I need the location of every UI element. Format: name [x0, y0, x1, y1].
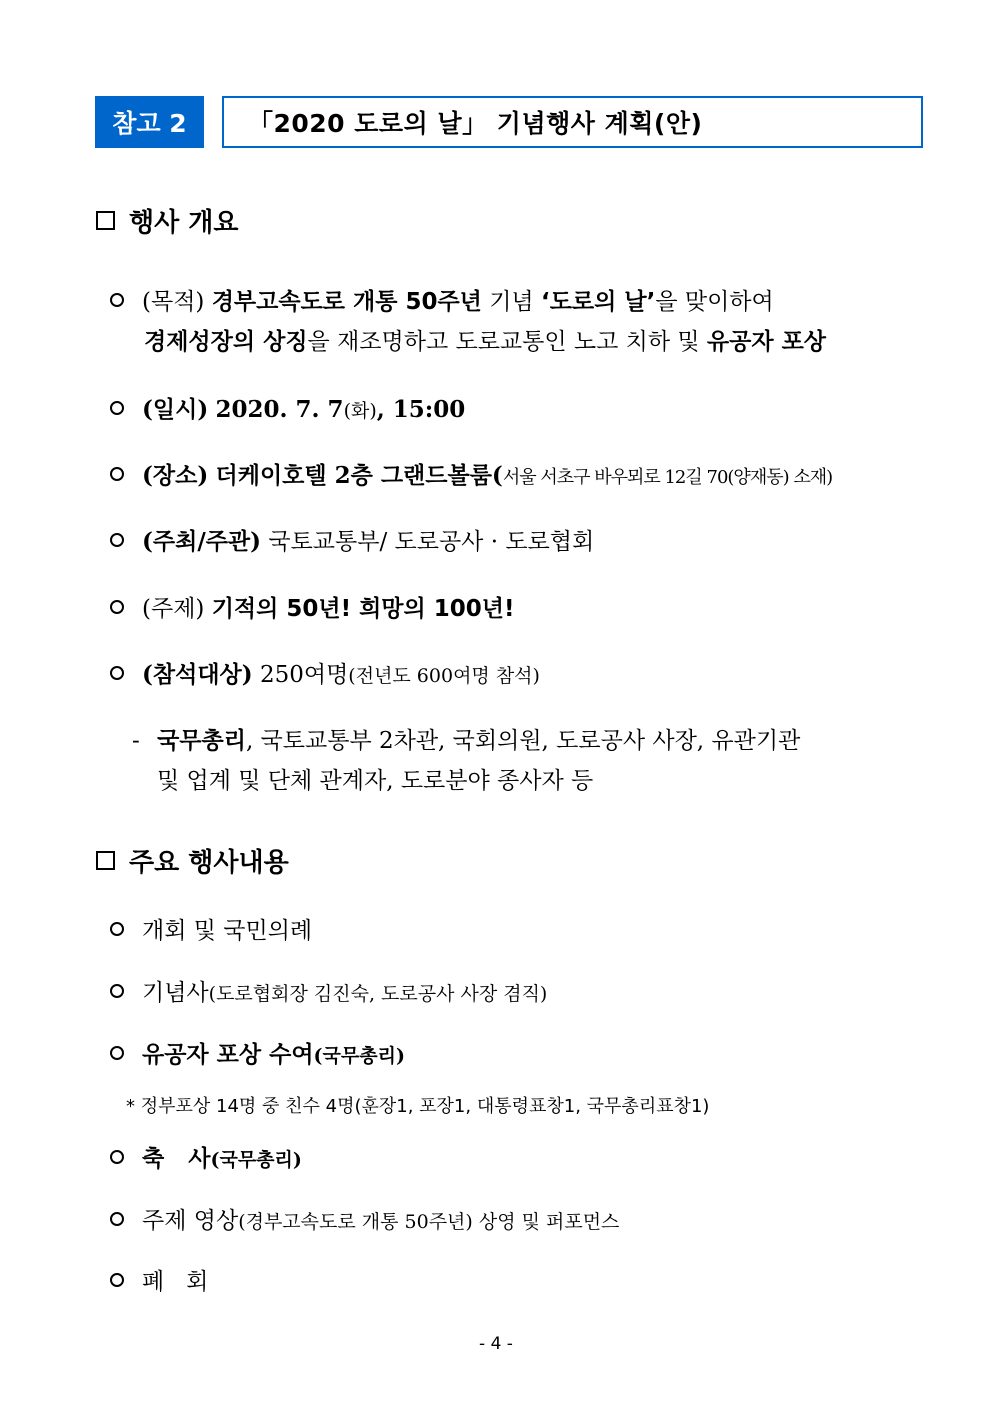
circle-bullet-icon — [110, 666, 124, 680]
purpose-label: (목적) — [142, 289, 205, 315]
circle-bullet-icon — [110, 1150, 124, 1164]
reference-label-text: 참고 2 — [112, 109, 187, 138]
attendees-count: 250여명 — [259, 662, 349, 688]
theme-text: 기적의 50년! 희망의 100년! — [211, 596, 515, 622]
program-item-note: (국무총리) — [210, 1149, 302, 1171]
purpose-text-1: 기념 — [489, 289, 534, 315]
purpose-highlight-3: 경제성장의 상징 — [144, 329, 308, 355]
page-number — [0, 1334, 992, 1354]
place-line — [110, 457, 832, 490]
place-venue: 더케이호텔 2층 그랜드볼룸( — [215, 462, 503, 489]
circle-bullet-icon — [110, 1046, 124, 1060]
attendees-label: (참석대상) — [142, 661, 253, 688]
page-number-text: - 4 - — [479, 1334, 513, 1354]
date-time: , 15:00 — [376, 396, 466, 423]
program-item-note: (국무총리) — [313, 1045, 405, 1067]
date-label: (일시) — [142, 396, 209, 423]
attendees-line — [110, 656, 540, 689]
date-weekday: (화) — [343, 400, 377, 422]
circle-bullet-icon — [110, 293, 124, 307]
purpose-highlight-1: 경부고속도로 개통 50주년 — [211, 289, 482, 315]
program-item-5 — [110, 1202, 619, 1235]
theme-label: (주제) — [142, 596, 205, 622]
attendees-detail-line-1 — [132, 722, 800, 755]
section-heading-overview-text: 행사 개요 — [129, 208, 239, 238]
dash-marker: - — [132, 728, 140, 754]
checkbox-icon — [96, 211, 115, 230]
document-title-box — [222, 96, 923, 148]
attendees-detail-text-2: 및 업계 및 단체 관계자, 도로분야 종사자 등 — [157, 768, 594, 794]
circle-bullet-icon — [110, 467, 124, 481]
section-heading-overview — [96, 202, 239, 239]
award-note — [126, 1092, 709, 1118]
purpose-highlight-4: 유공자 포상 — [706, 329, 827, 355]
circle-bullet-icon — [110, 984, 124, 998]
host-label: (주최/주관) — [142, 528, 262, 555]
program-item-text: 폐 회 — [142, 1269, 209, 1295]
host-line — [110, 523, 594, 556]
place-address: 서울 서초구 바우뫼로 12길 70(양재동) 소재) — [502, 467, 833, 488]
purpose-text-2: 을 맞이하여 — [655, 289, 774, 315]
section-heading-program-text: 주요 행사내용 — [129, 848, 289, 878]
checkbox-icon — [96, 851, 115, 870]
program-item-text: 유공자 포상 수여 — [142, 1041, 314, 1068]
purpose-line-2 — [144, 323, 826, 356]
theme-line — [110, 590, 514, 623]
program-item-text: 축 사 — [142, 1145, 211, 1172]
purpose-highlight-2: ‘도로의 날’ — [540, 289, 656, 315]
host-text: 국토교통부/ 도로공사 · 도로협회 — [268, 529, 595, 555]
circle-bullet-icon — [110, 1212, 124, 1226]
program-item-note: (경부고속도로 개통 50주년) 상영 및 퍼포먼스 — [238, 1211, 620, 1233]
circle-bullet-icon — [110, 1273, 124, 1287]
program-item-text: 기념사 — [142, 980, 209, 1006]
document-title: 「2020 도로의 날」 기념행사 계획(안) — [248, 109, 703, 138]
attendees-detail-highlight: 국무총리 — [157, 727, 246, 754]
program-item-4 — [110, 1140, 302, 1173]
program-item-text: 개회 및 국민의례 — [142, 918, 313, 944]
program-item-6 — [110, 1263, 208, 1296]
attendees-detail-text: , 국토교통부 2차관, 국회의원, 도로공사 사장, 유관기관 — [245, 728, 801, 754]
place-label: (장소) — [142, 462, 209, 489]
attendees-detail-line-2 — [157, 762, 593, 795]
program-item-3 — [110, 1036, 405, 1069]
program-item-1 — [110, 912, 312, 945]
circle-bullet-icon — [110, 401, 124, 415]
program-item-text: 주제 영상 — [142, 1208, 239, 1234]
award-note-text: * 정부포상 14명 중 친수 4명(훈장1, 포장1, 대통령표창1, 국무총리표창1) — [126, 1096, 710, 1117]
attendees-note: (전년도 600여명 참석) — [348, 665, 540, 687]
circle-bullet-icon — [110, 533, 124, 547]
program-item-2 — [110, 974, 547, 1007]
circle-bullet-icon — [110, 922, 124, 936]
purpose-line-1 — [110, 283, 774, 316]
program-item-note: (도로협회장 김진숙, 도로공사 사장 겸직) — [208, 983, 548, 1005]
reference-label — [95, 96, 204, 148]
circle-bullet-icon — [110, 600, 124, 614]
date-line — [110, 391, 465, 424]
section-heading-program — [96, 842, 289, 879]
purpose-text-3: 을 재조명하고 도로교통인 노고 치하 및 — [307, 329, 700, 355]
date-value: 2020. 7. 7 — [215, 396, 344, 423]
